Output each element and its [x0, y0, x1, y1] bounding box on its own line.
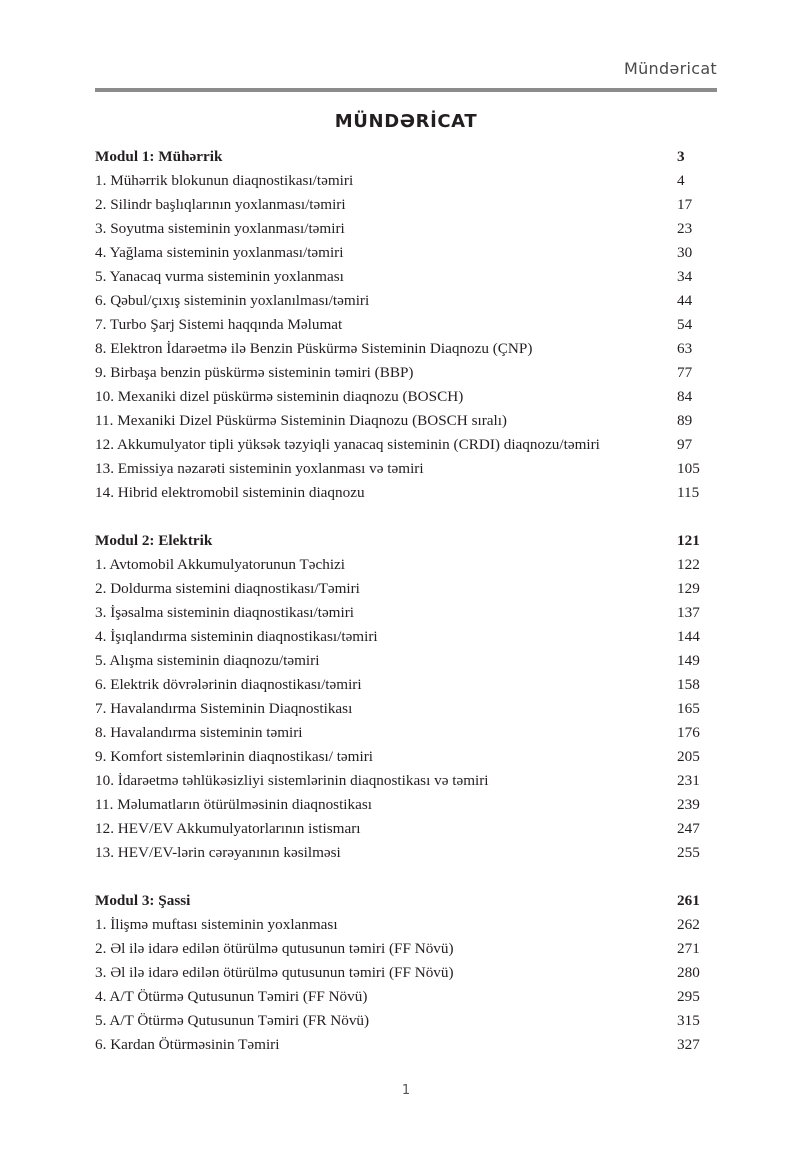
module-3-heading-row[interactable]: [95, 889, 707, 913]
toc-entry-page: 129: [677, 580, 700, 597]
toc-entry-page: 247: [677, 820, 700, 837]
toc-entry-label: 2. Əl ilə idarə edilən ötürülmə qutusunun təmiri (FF Növü): [95, 940, 454, 957]
toc-entry-page: 165: [677, 700, 700, 717]
module-1-entries: [95, 169, 707, 505]
toc-entry-page: 262: [677, 916, 700, 933]
module-2-heading-row[interactable]: [95, 529, 707, 553]
toc-entry-row[interactable]: [95, 961, 707, 985]
toc-entry-page: 30: [677, 244, 693, 261]
toc-entry-page: 84: [677, 388, 693, 405]
toc-entry-label: 12. HEV/EV Akkumulyatorlarının istismarı: [95, 820, 361, 837]
toc-entry-page: 34: [677, 268, 693, 285]
toc-entry-row[interactable]: [95, 841, 707, 865]
toc-entry-page: 63: [677, 340, 693, 357]
toc-entry-label: 8. Elektron İdarəetmə ilə Benzin Püskürmə Sisteminin Diaqnozu (ÇNP): [95, 340, 533, 357]
toc-entry-label: 3. Soyutma sisteminin yoxlanması/təmiri: [95, 220, 345, 237]
toc-entry-row[interactable]: [95, 553, 707, 577]
toc-entry-row[interactable]: [95, 457, 707, 481]
module-heading-page: 3: [677, 148, 685, 165]
toc-entry-row[interactable]: [95, 313, 707, 337]
toc-entry-row[interactable]: [95, 937, 707, 961]
toc-entry-label: 6. Kardan Ötürməsinin Təmiri: [95, 1036, 280, 1053]
toc-entry-page: 255: [677, 844, 700, 861]
toc-entry-label: 7. Havalandırma Sisteminin Diaqnostikası: [95, 700, 353, 717]
toc-entry-label: 13. HEV/EV-lərin cərəyanının kəsilməsi: [95, 844, 341, 861]
toc-entry-label: 2. Silindr başlıqlarının yoxlanması/təmiri: [95, 196, 346, 213]
toc-entry-page: 327: [677, 1036, 700, 1053]
module-spacer: [95, 865, 707, 889]
toc-entry-row[interactable]: [95, 985, 707, 1009]
toc-entry-label: 10. İdarəetmə təhlükəsizliyi sistemlərinin diaqnostikası və təmiri: [95, 772, 489, 789]
toc-entry-row[interactable]: [95, 817, 707, 841]
toc-entry-page: 315: [677, 1012, 700, 1029]
toc-entry-row[interactable]: [95, 673, 707, 697]
toc-entry-row[interactable]: [95, 721, 707, 745]
toc-entry-label: 12. Akkumulyator tipli yüksək təzyiqli yanacaq sisteminin (CRDI) diaqnozu/təmiri: [95, 436, 600, 453]
toc-entry-label: 8. Havalandırma sisteminin təmiri: [95, 724, 303, 741]
toc-entry-row[interactable]: [95, 409, 707, 433]
toc-entry-page: 105: [677, 460, 700, 477]
module-heading-label: Modul 1: Mühərrik: [95, 148, 223, 165]
toc-entry-page: 17: [677, 196, 693, 213]
toc-entry-label: 11. Mexaniki Dizel Püskürmə Sisteminin Diaqnozu (BOSCH sıralı): [95, 412, 507, 429]
toc-entry-row[interactable]: [95, 625, 707, 649]
toc-entry-label: 6. Qəbul/çıxış sisteminin yoxlanılması/təmiri: [95, 292, 370, 309]
module-heading-page: 261: [677, 892, 700, 909]
toc-entry-label: 14. Hibrid elektromobil sisteminin diaqnozu: [95, 484, 365, 501]
toc-entry-page: 89: [677, 412, 693, 429]
toc-entry-row[interactable]: [95, 337, 707, 361]
toc-entry-page: 231: [677, 772, 700, 789]
module-heading-label: Modul 3: Şassi: [95, 892, 191, 909]
toc-entry-label: 5. Alışma sisteminin diaqnozu/təmiri: [95, 652, 320, 669]
toc-entry-row[interactable]: [95, 793, 707, 817]
toc-entry-page: 295: [677, 988, 700, 1005]
toc-entry-page: 280: [677, 964, 700, 981]
toc-entry-page: 205: [677, 748, 700, 765]
toc-entry-row[interactable]: [95, 769, 707, 793]
toc-entry-row[interactable]: [95, 241, 707, 265]
module-heading-label: Modul 2: Elektrik: [95, 532, 213, 549]
toc-entry-row[interactable]: [95, 649, 707, 673]
page-title: MÜNDƏRİCAT: [334, 111, 478, 132]
toc-entry-row[interactable]: [95, 433, 707, 457]
module-spacer: [95, 505, 707, 529]
toc-entry-row[interactable]: [95, 1009, 707, 1033]
toc-entry-page: 137: [677, 604, 700, 621]
toc-entry-page: 23: [677, 220, 693, 237]
toc-entry-label: 6. Elektrik dövrələrinin diaqnostikası/təmiri: [95, 676, 362, 693]
toc-entry-row[interactable]: [95, 913, 707, 937]
toc-entry-row[interactable]: [95, 745, 707, 769]
toc-entry-page: 97: [677, 436, 693, 453]
table-of-contents: [95, 145, 707, 1057]
toc-entry-label: 1. İlişmə muftası sisteminin yoxlanması: [95, 916, 338, 933]
module-1-heading-row[interactable]: [95, 145, 707, 169]
toc-entry-label: 9. Komfort sistemlərinin diaqnostikası/ təmiri: [95, 748, 373, 765]
toc-entry-label: 7. Turbo Şarj Sistemi haqqında Məlumat: [95, 316, 343, 333]
toc-entry-label: 9. Birbaşa benzin püskürmə sisteminin təmiri (BBP): [95, 364, 414, 381]
toc-entry-row[interactable]: [95, 217, 707, 241]
toc-entry-row[interactable]: [95, 601, 707, 625]
toc-entry-label: 4. İşıqlandırma sisteminin diaqnostikası/təmiri: [95, 628, 378, 645]
toc-entry-label: 3. Əl ilə idarə edilən ötürülmə qutusunun təmiri (FF Növü): [95, 964, 454, 981]
module-heading-page: 121: [677, 532, 700, 549]
toc-entry-page: 44: [677, 292, 693, 309]
toc-entry-page: 239: [677, 796, 700, 813]
toc-entry-label: 3. İşəsalma sisteminin diaqnostikası/təmiri: [95, 604, 354, 621]
toc-entry-label: 5. Yanacaq vurma sisteminin yoxlanması: [95, 268, 344, 285]
toc-entry-label: 4. Yağlama sisteminin yoxlanması/təmiri: [95, 244, 344, 261]
toc-entry-row[interactable]: [95, 265, 707, 289]
footer-page-number: 1: [401, 1083, 411, 1098]
toc-entry-label: 4. A/T Ötürmə Qutusunun Təmiri (FF Növü): [95, 988, 368, 1005]
header-divider: [95, 88, 717, 92]
toc-entry-row[interactable]: [95, 697, 707, 721]
toc-entry-row[interactable]: [95, 361, 707, 385]
toc-entry-page: 149: [677, 652, 700, 669]
toc-entry-label: 5. A/T Ötürmə Qutusunun Təmiri (FR Növü): [95, 1012, 370, 1029]
toc-entry-page: 158: [677, 676, 700, 693]
toc-entry-row[interactable]: [95, 193, 707, 217]
toc-entry-page: 144: [677, 628, 700, 645]
toc-entry-row[interactable]: [95, 289, 707, 313]
toc-entry-page: 115: [677, 484, 700, 501]
toc-entry-label: 11. Məlumatların ötürülməsinin diaqnostikası: [95, 796, 372, 813]
toc-entry-label: 1. Mühərrik blokunun diaqnostikası/təmiri: [95, 172, 354, 189]
toc-entry-row[interactable]: [95, 481, 707, 505]
running-header-title: Mündəricat: [624, 59, 717, 78]
toc-entry-row[interactable]: [95, 169, 707, 193]
module-3-entries: [95, 913, 707, 1057]
toc-entry-page: 176: [677, 724, 700, 741]
toc-entry-page: 4: [677, 172, 685, 189]
toc-entry-page: 271: [677, 940, 700, 957]
toc-entry-row[interactable]: [95, 577, 707, 601]
toc-entry-page: 122: [677, 556, 700, 573]
module-2-entries: [95, 553, 707, 865]
toc-entry-row[interactable]: [95, 1033, 707, 1057]
toc-entry-label: 10. Mexaniki dizel püskürmə sisteminin diaqnozu (BOSCH): [95, 388, 464, 405]
toc-entry-row[interactable]: [95, 385, 707, 409]
toc-entry-label: 13. Emissiya nəzarəti sisteminin yoxlanması və təmiri: [95, 460, 424, 477]
toc-entry-label: 2. Doldurma sistemini diaqnostikası/Təmiri: [95, 580, 360, 597]
toc-entry-label: 1. Avtomobil Akkumulyatorunun Təchizi: [95, 556, 346, 573]
toc-entry-page: 77: [677, 364, 693, 381]
toc-entry-page: 54: [677, 316, 693, 333]
